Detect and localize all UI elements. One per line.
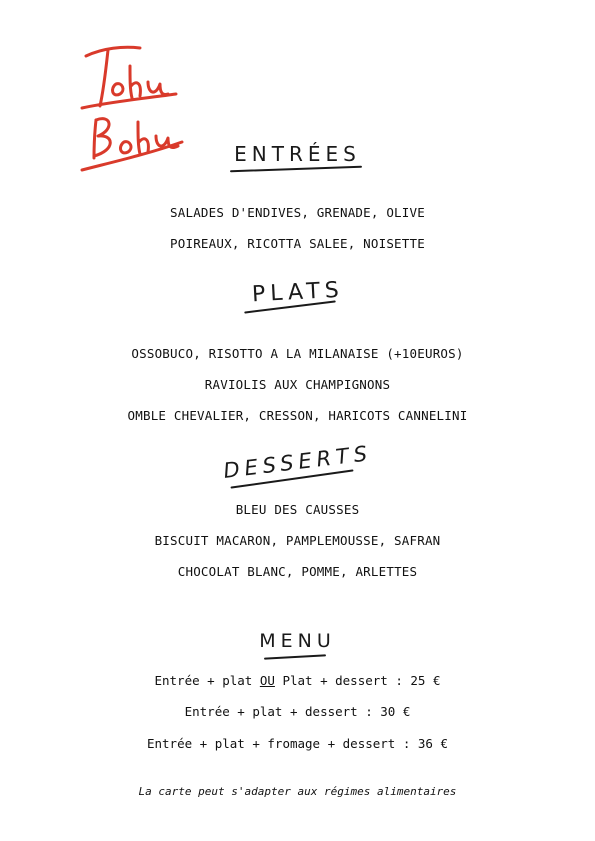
desserts-heading: DESSERTS: [221, 440, 374, 484]
plats-heading: PLATS: [251, 277, 344, 308]
menu-heading: MENU: [259, 630, 336, 652]
plat-item-3: OMBLE CHEVALIER, CRESSON, HARICOTS CANNELINI: [127, 408, 468, 423]
entrees-heading: ENTRÉES: [234, 142, 361, 166]
menu-formula-3: Entrée + plat + fromage + dessert : 36 €: [146, 736, 449, 751]
plat-item-2: RAVIOLIS AUX CHAMPIGNONS: [204, 377, 391, 392]
entree-item-1: SALADES D'ENDIVES, GRENADE, OLIVE: [170, 205, 425, 220]
dessert-item-2: BISCUIT MACARON, PAMPLEMOUSSE, SAFRAN: [154, 533, 441, 548]
menu-underline: [264, 654, 326, 659]
menu-formula-1: Entrée + plat OU Plat + dessert : 25 €: [154, 673, 441, 688]
dessert-item-3: CHOCOLAT BLANC, POMME, ARLETTES: [177, 564, 418, 579]
plat-item-1: OSSOBUCO, RISOTTO A LA MILANAISE (+10EUROS): [131, 346, 464, 361]
entrees-underline: [230, 166, 362, 173]
dessert-item-1: BLEU DES CAUSSES: [235, 502, 360, 517]
or-label: OU: [259, 673, 275, 688]
entree-item-2: POIREAUX, RICOTTA SALEE, NOISETTE: [170, 236, 425, 251]
diet-note: La carte peut s'adapter aux régimes alimentaires: [138, 785, 457, 798]
menu-formula-2: Entrée + plat + dessert : 30 €: [184, 704, 411, 719]
